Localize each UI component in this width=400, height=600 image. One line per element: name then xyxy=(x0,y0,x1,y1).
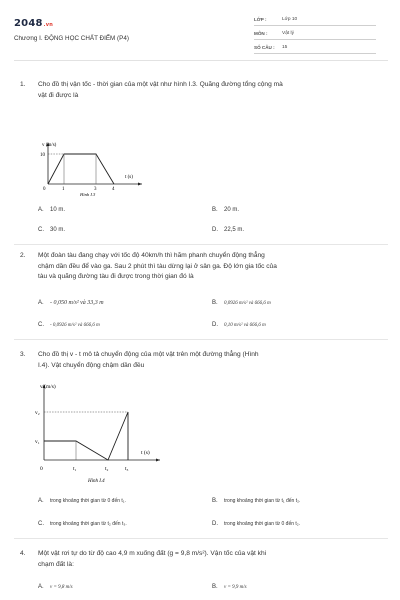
q2-option-d[interactable] xyxy=(212,322,266,328)
option-key: D. xyxy=(212,521,218,527)
meta-label: LỚP : xyxy=(254,17,267,22)
q3-option-d[interactable] xyxy=(212,521,300,527)
question-line: Một đoàn tàu đang chạy với tốc độ 40km/h thì hãm phanh chuyển động thẳng xyxy=(38,252,265,259)
option-key: C. xyxy=(38,227,44,233)
question-line: tàu và quãng đường tàu đi được trong thời gian đó là xyxy=(38,273,194,280)
option-text: trong khoảng thời gian từ t₂ đến t₃. xyxy=(50,521,127,527)
option-text: 0,10 m/s² và 666,6 m xyxy=(224,323,266,328)
x-tick-3: 3 xyxy=(94,187,97,192)
option-text: - 0,0926 m/s² và 666,6 m xyxy=(50,323,100,328)
question-2-text xyxy=(38,251,383,283)
q1-option-d[interactable] xyxy=(212,227,244,233)
question-4-number: 4. xyxy=(20,550,26,557)
q2-option-a[interactable] xyxy=(38,300,104,306)
question-separator xyxy=(14,339,388,340)
option-key: A. xyxy=(38,207,44,213)
y-tick-v1: v₁ xyxy=(35,439,40,445)
option-key: B. xyxy=(212,207,218,213)
q2-option-c[interactable] xyxy=(38,322,100,328)
question-4-text xyxy=(38,549,383,570)
question-3-number: 3. xyxy=(20,351,26,358)
question-line: Cho đồ thị v - t mô tả chuyển động của một vật trên một đường thẳng (Hình xyxy=(38,351,259,358)
option-text: 20 m. xyxy=(224,207,240,213)
q2-option-b[interactable] xyxy=(212,300,271,306)
x-tick-t3: t₃ xyxy=(125,466,129,472)
option-key: A. xyxy=(38,584,44,590)
q1-option-c[interactable] xyxy=(38,227,65,233)
header-divider xyxy=(14,60,388,61)
option-text: trong khoảng thời gian từ t₁ đến t₂. xyxy=(224,498,301,504)
q1-option-b[interactable] xyxy=(212,207,239,213)
q3-option-b[interactable] xyxy=(212,498,300,504)
option-text: v = 9,8 m/s xyxy=(50,585,73,590)
x-tick-1: 1 xyxy=(62,187,65,192)
y-tick-v2: v₂ xyxy=(35,410,40,416)
x-axis-label: t (s) xyxy=(141,450,150,456)
x-axis-arrow xyxy=(138,183,142,186)
option-text: - 0,050 m/s² và 33,3 m xyxy=(50,300,104,306)
question-line: I.4). Vật chuyển động chậm dần đều xyxy=(38,361,145,369)
meta-class xyxy=(254,16,376,26)
x-axis-label: t (s) xyxy=(125,175,133,180)
y-tick-label: 10 xyxy=(40,153,45,158)
option-key: B. xyxy=(212,498,218,504)
question-1-number: 1. xyxy=(20,81,26,88)
y-axis-label: v (m/s) xyxy=(40,384,56,390)
option-key: A. xyxy=(38,498,44,504)
y-axis-label: v (m/s) xyxy=(42,143,57,148)
option-text: 10 m. xyxy=(50,207,66,213)
x-axis-arrow xyxy=(156,459,160,462)
x-tick-t2: t₂ xyxy=(105,466,109,472)
option-text: trong khoảng thời gian từ 0 đến t₂. xyxy=(224,521,301,527)
figure-i3-velocity-graph xyxy=(34,140,144,204)
velocity-line xyxy=(48,154,114,184)
question-1-text xyxy=(38,80,378,101)
question-separator xyxy=(14,244,388,245)
option-key: B. xyxy=(212,584,218,590)
meta-value: Lớp 10 xyxy=(282,17,298,22)
velocity-line xyxy=(44,412,128,460)
option-key: C. xyxy=(38,521,44,527)
q4-option-b[interactable] xyxy=(212,584,247,590)
q3-option-a[interactable] xyxy=(38,498,126,504)
figure-caption: Hình I.3 xyxy=(80,192,96,197)
x-tick-0: 0 xyxy=(40,466,43,472)
x-tick-t1: t₁ xyxy=(73,466,77,472)
meta-value: Vật lý xyxy=(282,31,294,36)
option-key: D. xyxy=(212,227,218,233)
site-logo[interactable] xyxy=(14,18,53,29)
q1-option-a[interactable] xyxy=(38,207,65,213)
question-separator xyxy=(14,538,388,539)
option-text: 22,5 m. xyxy=(224,227,245,233)
figure-i4-velocity-graph xyxy=(30,378,165,490)
question-line: Cho đồ thị vận tốc - thời gian của một vật như hình I.3. Quãng đường tổng cộng mà xyxy=(38,81,283,88)
meta-count xyxy=(254,44,376,54)
question-line: Một vật rơi tự do từ độ cao 4,9 m xuống đất (g = 9,8 m/s²). Vận tốc của vật khi xyxy=(38,550,267,557)
logo-main: 2048 xyxy=(14,18,43,29)
q3-option-c[interactable] xyxy=(38,521,127,527)
option-key: A. xyxy=(38,300,44,306)
option-key: B. xyxy=(212,300,218,306)
question-line: chậm dần đều để vào ga. Sau 2 phút thì tàu dừng lại ở sân ga. Độ lớn gia tốc của xyxy=(38,262,277,270)
option-key: D. xyxy=(212,322,218,328)
option-text: trong khoảng thời gian từ 0 đến t₁. xyxy=(50,498,126,504)
x-tick-0: 0 xyxy=(43,187,46,192)
logo-sub: .vn xyxy=(43,22,53,28)
question-line: vật đi được là xyxy=(38,91,79,99)
option-text: 0,0926 m/s² và 666,6 m xyxy=(224,301,271,306)
chapter-title: Chương I. ĐỘNG HỌC CHẤT ĐIỂM (P4) xyxy=(14,35,129,42)
q4-option-a[interactable] xyxy=(38,584,73,590)
meta-subject xyxy=(254,30,376,40)
option-key: C. xyxy=(38,322,44,328)
option-text: 30 m. xyxy=(50,227,66,233)
question-line: chạm đất là: xyxy=(38,560,74,568)
question-3-text xyxy=(38,350,383,371)
figure-caption: Hình I.4 xyxy=(88,479,105,484)
meta-label: SỐ CÂU : xyxy=(254,45,275,50)
question-2-number: 2. xyxy=(20,252,26,259)
option-text: v = 9,9 m/s xyxy=(224,585,247,590)
meta-value: 15 xyxy=(282,45,288,50)
x-tick-4: 4 xyxy=(112,187,115,192)
meta-label: MÔN : xyxy=(254,31,268,36)
